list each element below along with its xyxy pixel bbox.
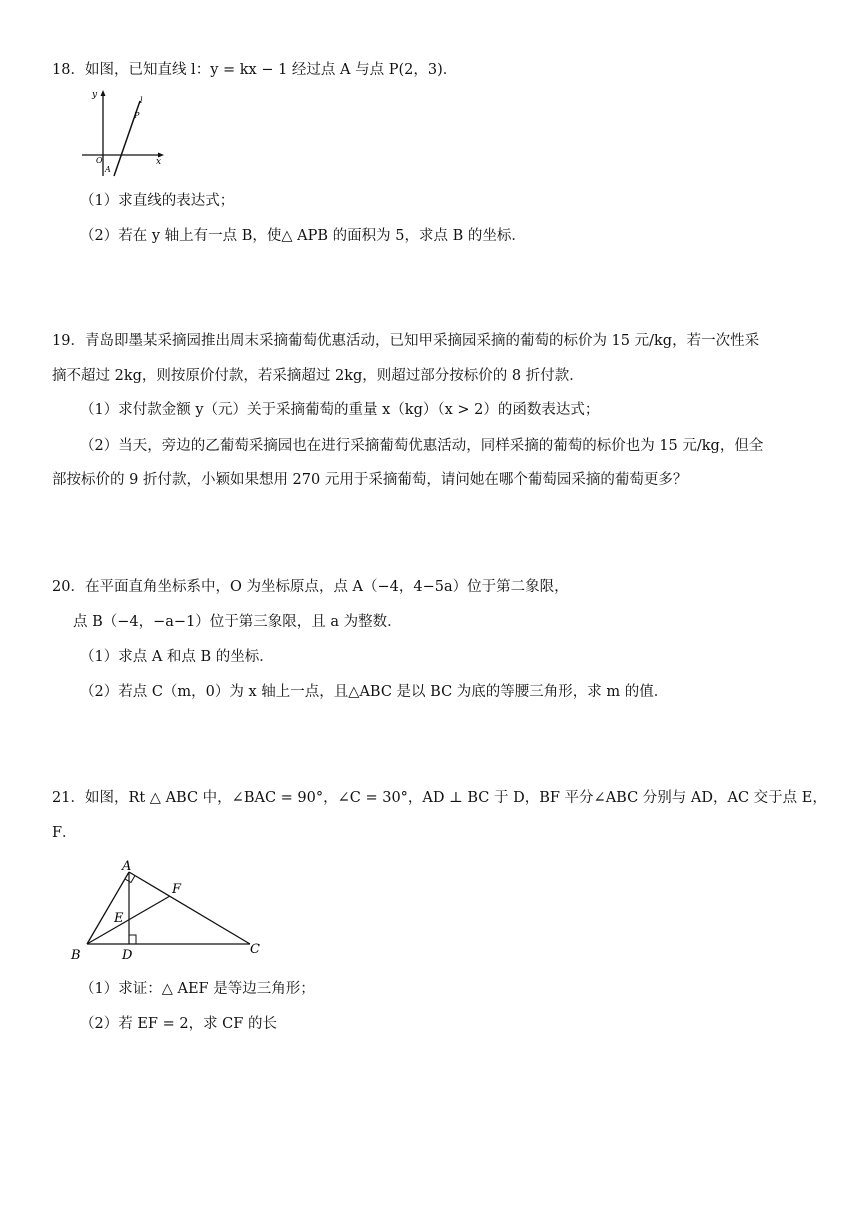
q18-stem: 18．如图，已知直线 l：y = kx − 1 经过点 A 与点 P(2，3)． xyxy=(52,62,458,78)
q18-y-label: y xyxy=(92,90,98,100)
q19-part2-line1: （2）当天，旁边的乙葡萄采摘园也在进行采摘葡萄优惠活动，同样采摘的葡萄的标价也为 15 元/kg，但全 xyxy=(80,438,764,454)
q19-stem-line2: 摘不超过 2kg，则按原价付款，若采摘超过 2kg，则超过部分按标价的 8 折付款． xyxy=(52,368,584,384)
q20-part2: （2）若点 C（m，0）为 x 轴上一点，且△ABC 是以 BC 为底的等腰三角形，求 m 的值． xyxy=(80,684,669,700)
q18-point-p-label: P xyxy=(134,111,140,120)
q19-part2-line2: 部按标价的 9 折付款，小颖如果想用 270 元用于采摘葡萄，请问她在哪个葡萄园采摘的葡萄更多？ xyxy=(52,472,688,488)
q18-figure-line-graph xyxy=(78,86,173,185)
q21-point-f-label: F xyxy=(172,882,182,897)
q21-figure-triangle xyxy=(66,858,272,970)
q21-right-angle-d xyxy=(129,935,136,944)
q20-stem-line1: 20．在平面直角坐标系中，O 为坐标原点，点 A（−4，4−5a）位于第二象限， xyxy=(52,579,569,595)
q18-x-label: x xyxy=(156,157,162,167)
q21-vertex-c-label: C xyxy=(250,942,260,957)
q21-stem-line1: 21．如图，Rt △ ABC 中，∠BAC = 90°，∠C = 30°，AD ⊥ BC 于 D，BF 平分∠ABC 分别与 AD，AC 交于点 E， xyxy=(52,790,827,806)
q20-stem-line2: 点 B（−4，−a−1）位于第三象限，且 a 为整数． xyxy=(73,614,402,630)
q18-line-l-label: l xyxy=(140,96,143,105)
q19-part1: （1）求付款金额 y（元）关于采摘葡萄的重量 x（kg）（x > 2）的函数表达式； xyxy=(80,402,600,418)
q21-vertex-b-label: B xyxy=(71,948,81,963)
q18-part2: （2）若在 y 轴上有一点 B，使△ APB 的面积为 5，求点 B 的坐标． xyxy=(80,228,526,244)
q19-stem-line1: 19．青岛即墨某采摘园推出周末采摘葡萄优惠活动，已知甲采摘园采摘的葡萄的标价为 15 元/kg，若一次性采 xyxy=(52,333,760,349)
q21-point-e-label: E xyxy=(114,911,124,926)
q20-part1: （1）求点 A 和点 B 的坐标． xyxy=(80,649,274,665)
q18-point-a-label: A xyxy=(105,165,111,174)
q21-part2: （2）若 EF = 2，求 CF 的长 xyxy=(80,1016,277,1032)
q21-side-ab xyxy=(87,872,129,944)
q18-part1: （1）求直线的表达式； xyxy=(80,193,235,209)
q21-point-d-label: D xyxy=(122,948,133,963)
q21-part1: （1）求证：△ AEF 是等边三角形； xyxy=(80,981,315,997)
q21-side-ac xyxy=(129,872,250,944)
q21-vertex-a-label: A xyxy=(122,859,132,874)
q21-stem-line2: F． xyxy=(52,825,77,841)
q18-origin-label: O xyxy=(96,156,103,165)
